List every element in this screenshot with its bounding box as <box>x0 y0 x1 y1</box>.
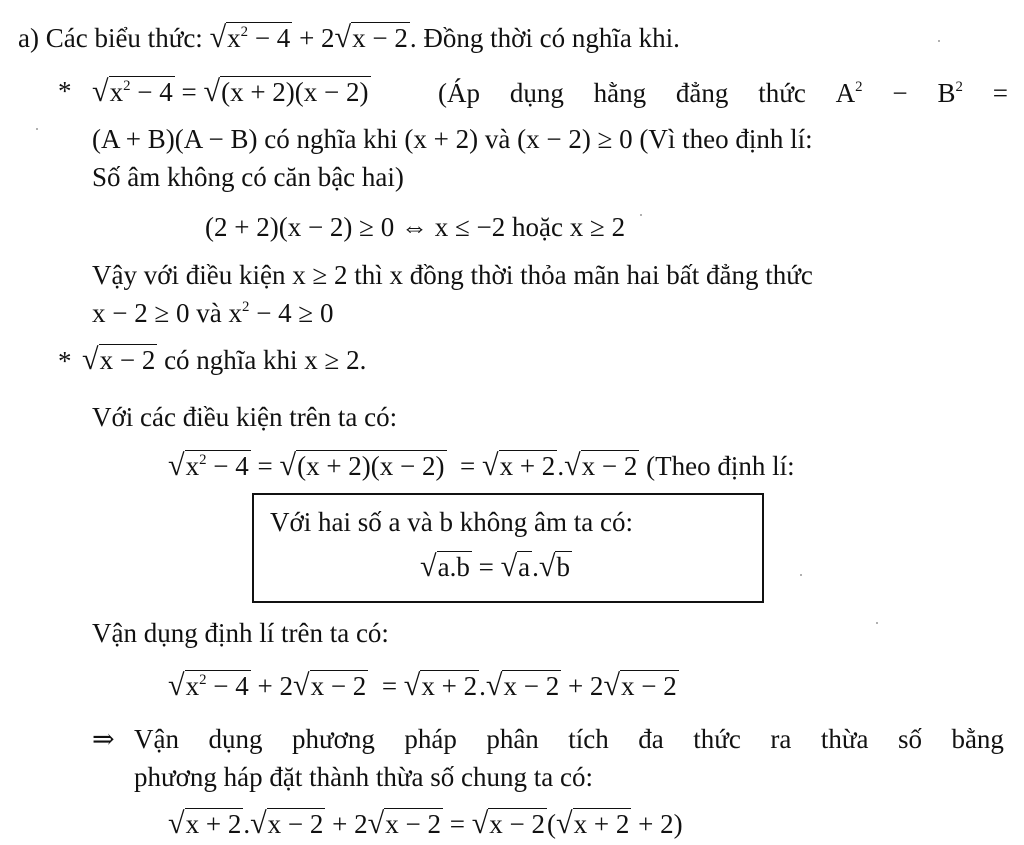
scan-speck <box>876 622 878 624</box>
intro-prefix: a) Các biểu thức: <box>18 23 203 53</box>
bullet-1-line-2: (A + B)(A − B) có nghĩa khi (x + 2) và (x − 2) ≥ 0 (Vì theo định lí: <box>92 124 813 154</box>
sqrt-x-minus-2: √ x − 2 <box>564 448 638 482</box>
scan-speck <box>800 574 802 576</box>
factor-formula: √ x + 2 . √ x − 2 + 2 √ x − 2 = √ x − 2 ( √ x + 2 + 2) <box>168 806 683 840</box>
scan-speck <box>36 128 38 130</box>
conclusion-line-1: Vậy với điều kiện x ≥ 2 thì x đồng thời thỏa mãn hai bất đẳng thức <box>92 260 813 290</box>
plus-two: + 2 <box>299 23 335 53</box>
apply-formula: √ $x^2 - 4$ + 2 √ x − 2 = √ x + 2 . √ x − 2 + 2 √ x − 2 <box>168 668 677 702</box>
sqrt-x2-minus-4: √ $x^2 - 4$ <box>209 20 291 54</box>
bullet-1-star: * <box>58 76 72 106</box>
bullet-1-line-3: Số âm không có căn bậc hai) <box>92 162 404 192</box>
conclusion-line-2: x − 2 ≥ 0 và $x^2 - 4 \ge 0$ <box>92 298 334 328</box>
sqrt-product: √ (x + 2)(x − 2) <box>279 448 445 482</box>
sqrt-x-plus-2: √ x + 2 <box>481 448 556 482</box>
derivation-intro: Với các điều kiện trên ta có: <box>92 402 398 432</box>
sqrt-x-minus-2: √ x − 2 <box>82 342 156 376</box>
sqrt-product: √ (x + 2)(x − 2) <box>203 74 369 108</box>
scan-speck <box>640 214 642 216</box>
theorem-box <box>252 493 764 603</box>
inequality-formula: (2 + 2)(x − 2) ≥ 0 ⇔ x ≤ −2 hoặc x ≥ 2 <box>205 212 626 242</box>
factor-line-1: Vận dụng phương pháp phân tích đa thức ra thừa số bằng <box>134 724 1004 754</box>
sqrt-x2-minus-4: √ $x^2 - 4$ <box>92 74 173 108</box>
rad-base: x <box>227 23 241 53</box>
sqrt-x2-minus-4: √ $x^2 - 4$ <box>168 448 249 482</box>
factor-line-2: phương háp đặt thành thừa số chung ta có: <box>134 762 593 792</box>
theorem-text: Với hai số a và b không âm ta có: <box>270 507 633 537</box>
scan-speck <box>938 40 940 42</box>
implies-arrow: ⇒ <box>92 724 115 754</box>
theorem-reference: (Theo định lí: <box>646 451 795 481</box>
intro-line <box>18 22 680 52</box>
rad-tail: − 4 <box>248 23 291 53</box>
bullet-2-line: √ x − 2 có nghĩa khi x ≥ 2. <box>82 342 367 376</box>
bullet-2-star: * <box>58 346 72 376</box>
identity-note-words: (Áp dụng hằng đẳng thức $A^2$ − $B^2$ = <box>438 78 1008 108</box>
derivation-formula: √ $x^2 - 4$ = √ (x + 2)(x − 2) = √ x + 2 . √ x − 2 (Theo định lí: <box>168 448 795 482</box>
apply-intro: Vận dụng định lí trên ta có: <box>92 618 389 648</box>
intro-suffix: . Đồng thời có nghĩa khi. <box>409 23 680 53</box>
equals-sign: = <box>181 77 197 107</box>
bullet-1-identity <box>92 76 371 106</box>
sqrt-x-minus-2: √ x − 2 <box>334 20 408 54</box>
theorem-formula: √ a.b = √ a . √ b <box>420 549 570 583</box>
